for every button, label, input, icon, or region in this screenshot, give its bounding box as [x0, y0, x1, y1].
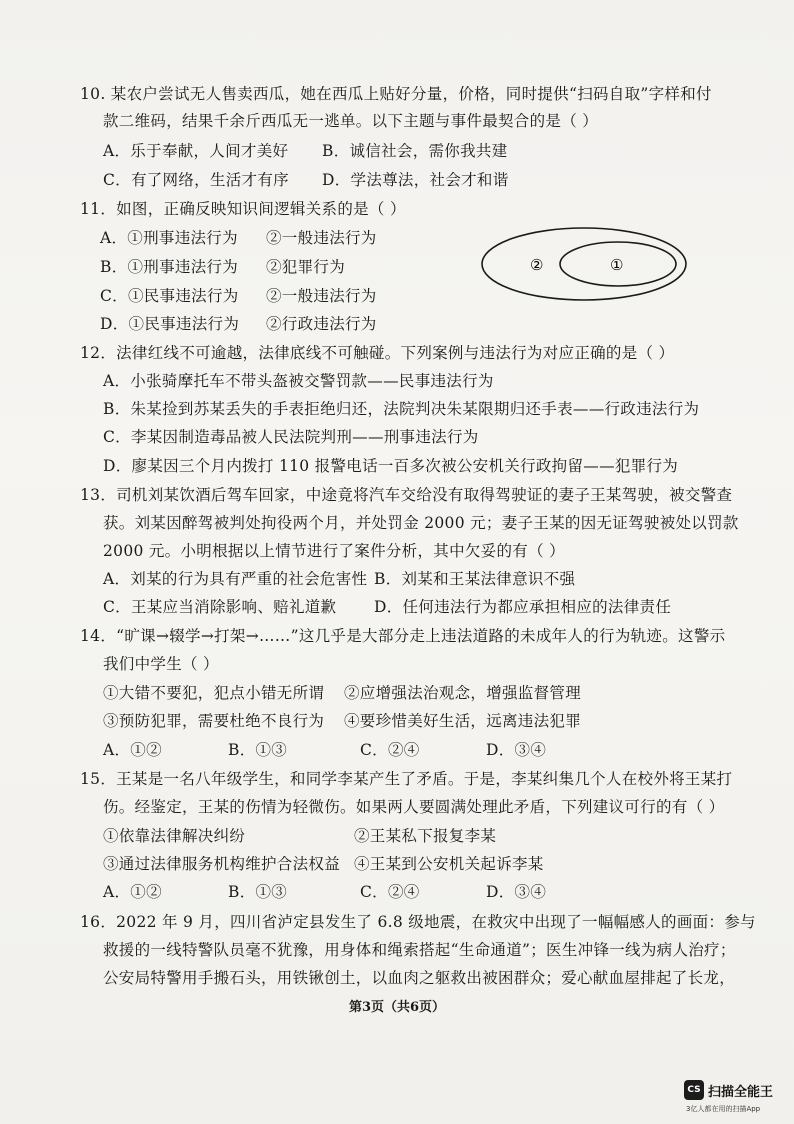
q13-line3: 2000 元。小明根据以上情节进行了案件分析，其中欠妥的有（ ） [103, 542, 565, 560]
q10-option-b: B．诚信社会，需你我共建 [322, 142, 508, 160]
inner-ellipse-label: ① [610, 256, 624, 274]
q13-option-d: D．任何违法行为都应承担相应的法律责任 [374, 598, 672, 616]
q15-item-1: ①依靠法律解决纠纷 [103, 827, 246, 845]
q15-item-3: ③通过法律服务机构维护合法权益 [103, 855, 341, 873]
q16-line1: 16．2022 年 9 月，四川省泸定县发生了 6.8 级地震，在救灾中出现了一幅幅感人的画面：参与 [80, 913, 756, 931]
q15-line1: 15．王某是一名八年级学生，和同学李某产生了矛盾。于是，李某纠集几个人在校外将王某打 [80, 770, 733, 788]
q15-option-d: D．③④ [486, 883, 547, 901]
q11-option-b1: B．①刑事违法行为 [100, 258, 239, 276]
camscanner-logo-icon: CS [684, 1080, 704, 1100]
q11-option-b2: ②犯罪行为 [266, 258, 346, 276]
q15-line2: 伤。经鉴定，王某的伤情为轻微伤。如果两人要圆满处理此矛盾，下列建议可行的有（ ） [103, 798, 725, 816]
q11-option-d2: ②行政违法行为 [266, 315, 377, 333]
q11-option-a2: ②一般违法行为 [266, 229, 377, 247]
q11-option-d1: D．①民事违法行为 [100, 315, 240, 333]
q11-option-c1: C．①民事违法行为 [100, 287, 239, 305]
q14-item-3: ③预防犯罪，需要杜绝不良行为 [103, 712, 325, 730]
q13-option-b: B．刘某和王某法律意识不强 [374, 570, 576, 588]
q13-option-a: A．刘某的行为具有严重的社会危害性 [103, 570, 368, 588]
q10-line1: 10. 某农户尝试无人售卖西瓜，她在西瓜上贴好分量，价格，同时提供“扫码自取”字样和付 [80, 85, 712, 103]
q14-option-c: C．②④ [360, 741, 420, 759]
venn-diagram [480, 226, 690, 306]
page-number-footer: 第3页（共6页） [348, 1000, 446, 1015]
scanner-watermark [684, 1080, 794, 1120]
q13-line2: 获。刘某因醉驾被判处拘役两个月，并处罚金 2000 元；妻子王某的因无证驾驶被处以罚款 [103, 514, 739, 532]
outer-ellipse-label: ② [530, 256, 544, 274]
q12-line1: 12．法律红线不可逾越，法律底线不可触碰。下列案例与违法行为对应正确的是（ ） [80, 344, 675, 362]
q13-line1: 13．司机刘某饮酒后驾车回家，中途竟将汽车交给没有取得驾驶证的妻子王某驾驶，被交警查 [80, 486, 733, 504]
q10-option-c: C．有了网络，生活才有序 [103, 171, 289, 189]
q16-line3: 公安局特警用手搬石头，用铁锹创土，以血肉之躯救出被困群众；爱心献血屋排起了长龙， [103, 969, 736, 987]
q14-item-1: ①大错不要犯，犯点小错无所谓 [103, 684, 325, 702]
q12-option-b: B．朱某捡到苏某丢失的手表拒绝归还，法院判决朱某限期归还手表——行政违法行为 [103, 400, 700, 418]
q10-line2: 款二维码，结果千余斤西瓜无一逃单。以下主题与事件最契合的是（ ） [103, 112, 599, 130]
q15-option-c: C．②④ [360, 883, 420, 901]
q10-option-d: D．学法尊法，社会才和谐 [322, 171, 509, 189]
q14-line2: 我们中学生（ ） [103, 655, 219, 673]
q15-option-a: A．①② [103, 883, 162, 901]
q15-item-2: ②王某私下报复李某 [354, 827, 497, 845]
q14-item-4: ④要珍惜美好生活，远离违法犯罪 [344, 712, 582, 730]
q15-item-4: ④王某到公安机关起诉李某 [354, 855, 544, 873]
q14-item-2: ②应增强法治观念，增强监督管理 [344, 684, 582, 702]
q14-option-d: D．③④ [486, 741, 547, 759]
q15-option-b: B．①③ [228, 883, 288, 901]
q12-option-d: D．廖某因三个月内拨打 110 报警电话一百多次被公安机关行政拘留——犯罪行为 [103, 457, 679, 475]
q13-option-c: C．王某应当消除影响、赔礼道歉 [103, 598, 337, 616]
watermark-tagline: 3亿人都在用的扫描App [686, 1105, 761, 1113]
q14-line1: 14．“旷课→辍学→打架→……”这几乎是大部分走上违法道路的未成年人的行为轨迹。这警示 [80, 627, 726, 645]
q11-option-a1: A．①刑事违法行为 [100, 229, 238, 247]
q10-option-a: A．乐于奉献，人间才美好 [103, 142, 289, 160]
q14-option-b: B．①③ [228, 741, 288, 759]
q12-option-c: C．李某因制造毒品被人民法院判刑——刑事违法行为 [103, 428, 479, 446]
q12-option-a: A．小张骑摩托车不带头盔被交警罚款——民事违法行为 [103, 372, 494, 390]
q11-option-c2: ②一般违法行为 [266, 287, 377, 305]
q14-option-a: A．①② [103, 741, 162, 759]
watermark-app-name: 扫描全能王 [708, 1085, 774, 1100]
outer-ellipse [482, 228, 686, 300]
q16-line2: 救援的一线特警队员毫不犹豫，用身体和绳索搭起“生命通道”；医生冲锋一线为病人治疗； [103, 941, 736, 959]
q11-line1: 11．如图，正确反映知识间逻辑关系的是（ ） [80, 200, 406, 218]
